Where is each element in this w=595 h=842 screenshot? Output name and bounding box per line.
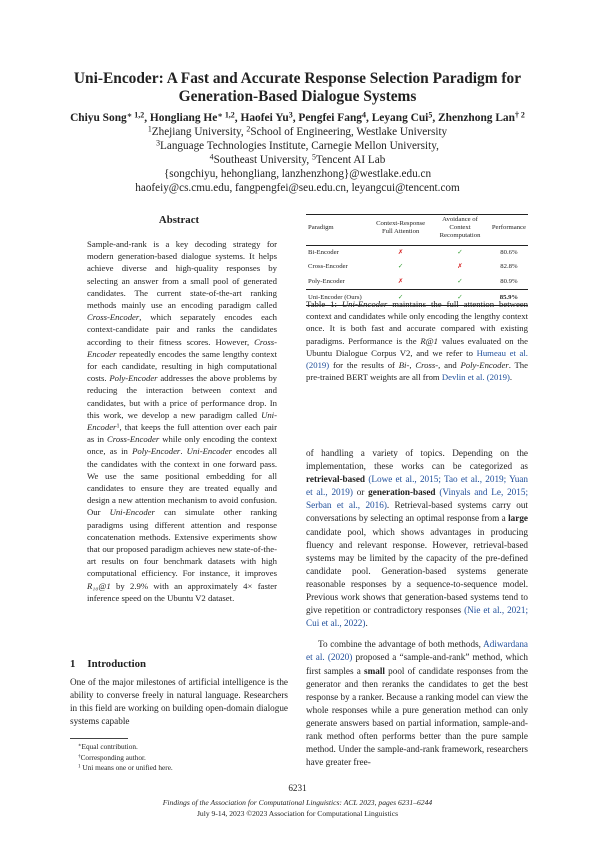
cell-paradigm: Uni-Encoder (Ours) (308, 293, 362, 301)
title-line-2: Generation-Based Dialogue Systems (178, 88, 417, 105)
author-affiliation-mark: 5 (428, 110, 433, 120)
cell-avoid-recomputation: ✓ (457, 277, 463, 285)
abstract-heading: Abstract (158, 214, 200, 226)
author-name: Hongliang He (149, 112, 218, 124)
affiliation-line-1: $^1$Zhejiang University, $^2$School of Engineering, Westlake University (147, 124, 448, 138)
author-affiliation-mark: 3 (288, 110, 293, 120)
author-name: Zhenzhong Lan (438, 112, 515, 124)
copyright-footer: July 9-14, 2023 ©2023 Association for Computational Linguistics (196, 809, 399, 818)
citation-link[interactable]: (Nie et al., 2021; Cui et al., 2022) (306, 605, 528, 629)
introduction-body-continued: of handling a variety of topics. Depending on the implementation, these works can be categorized as retrieval-based (Lowe et al., 2015; Tao et al., 2019; Yuan et al., 2019) or generation-based (Vinyals and Le, 2015; Serban et al., 2016). Retrieval-based systems carry out conversations by selecting an optimal response from a large candidate pool, which shows advantages in producing fluency and relevant response. However, retrieval-based systems may be limited by the capacity of the pre-defined candidate pool. Generation-based systems generate reasonable responses by a sequence-to-sequence model. Previous work shows that generation-based systems tend to give repetition or contradictory responses (Nie et al., 2021; Cui et al., 2022). To combine the advantage of both methods, Adiwardana et al. (2020) proposed a “sample-and-rank” method, which first samples a small pool of candidate responses from the generator and then reranks the candidates to get the best response by a ranker. Because a ranking model can view the whole responses while a pure generation method can only generate answers based on partial information, sample-and-rank method often performs better than the pure sample method. Under the sample-and-rank framework, researchers have greater free- (306, 448, 529, 768)
cell-performance: 85.9% (499, 293, 519, 301)
section-heading-introduction: 1 Introduction (70, 658, 147, 670)
comparison-table (306, 214, 528, 306)
header-performance: Performance (491, 224, 526, 232)
author-affiliation-mark: 4 (362, 110, 366, 120)
paper-title (60, 70, 535, 106)
affiliation-line-3: $^4$Southeast University, $^5$Tencent AI Lab (209, 152, 386, 166)
table-row (306, 260, 528, 275)
citation-link[interactable]: Humeau et al. (2019) (306, 347, 528, 371)
introduction-body: One of the major milestones of artificial intelligence is the ability to converse freely in natural language. Researchers in this field are working on building open-domain dialogue systems capable (70, 677, 288, 727)
header-avoid-recomputation: Avoidance of Context Recomputation (439, 216, 481, 240)
table-row (306, 275, 528, 290)
citation-link[interactable]: (Vinyals and Le, 2015; Serban et al., 2016) (306, 487, 529, 511)
cell-full-attention: ✗ (397, 277, 404, 285)
footnote-2: †Corresponding author. (78, 752, 146, 762)
cell-paradigm: Cross-Encoder (308, 263, 348, 271)
table-header-row (306, 215, 528, 246)
author-affiliation-mark: ∗ 1,2 (126, 110, 145, 120)
citation-link[interactable]: (Lowe et al., 2015; Tao et al., 2019; Yuan et al., 2019) (306, 474, 529, 498)
header-full-attention: Context-Response Full Attention (376, 220, 426, 236)
title-line-1: Uni-Encoder: A Fast and Accurate Response Selection Paradigm for (73, 70, 522, 87)
cell-full-attention: ✓ (397, 293, 404, 301)
cell-full-attention: ✓ (397, 263, 404, 271)
cell-avoid-recomputation: ✓ (457, 248, 463, 256)
abstract-body: Sample-and-rank is a key decoding strategy for modern generation-based dialogue systems. It helps achieve diverse and high-quality responses by selecting an answer from a small pool of generated candidates. The current state-of-the-art ranking methods mainly use an encoding paradigm called Cross-Encoder, which separately encodes each context-candidate pair and ranks the candidates according to their fitness scores. However, Cross-Encoder repeatedly encodes the same lengthy context for each candidate, resulting in high computational costs. Poly-Encoder addresses the above problems by reducing the interaction between context and candidates, but with a price of performance drop. In this work, we develop a new paradigm called Uni-Encoder$^1$, that keeps the full attention over each pair as in Cross-Encoder while only encoding the context once, as in Poly-Encoder. Uni-Encoder encodes all the candidates with the context in one forward pass. We use the same positional embedding for all candidates to ensure they are treated equally and design a new attention mechanism to avoid confusion. Our Uni-Encoder can simulate other ranking paradigms using different attention and response concatenation methods. Extensive experiments show that our proposed paradigm achieves new state-of-the-art results on four benchmark datasets with high computational efficiency. For instance, it improves R₁₀@1 by 2.9% with an approximately 4× faster inference speed on the Ubuntu V2 dataset. (87, 239, 278, 603)
author-emails-2: haofeiy@cs.cmu.edu, fangpengfei@seu.edu.cn, leyangcui@tencent.com (135, 182, 460, 194)
author-affiliation-mark: ∗ 1,2 (217, 110, 235, 120)
cell-performance: 80.6% (500, 248, 518, 256)
citation-link[interactable]: Adiwardana et al. (2020) (306, 639, 528, 663)
table-row (306, 245, 528, 260)
venue-footer: Findings of the Association for Computational Linguistics: ACL 2023, pages 6231–6244 (162, 798, 433, 807)
author-affiliation-mark: † 2 (514, 110, 525, 120)
author-list: Chiyu Song$^{∗ 1,2}$, Hongliang $He^{∗ 1,2}$, Haofei Yu$^3$, Pengfei Fang$^4$, Leyang Cui$^5$, Zhenzhong Lan$^{\dagger 2}$ (70, 110, 525, 124)
cell-avoid-recomputation: ✓ (457, 293, 463, 301)
footnote-rule (70, 738, 128, 739)
footnote-1: ∗Equal contribution. (78, 742, 138, 751)
cell-paradigm: Bi-Encoder (308, 248, 339, 256)
header-paradigm: Paradigm (308, 224, 334, 232)
cell-full-attention: ✗ (397, 248, 404, 256)
author-name: Pengfei Fang (298, 112, 362, 124)
cell-performance: 82.8% (500, 263, 518, 271)
cell-performance: 80.9% (500, 277, 518, 285)
affiliation-line-2: $^3$Language Technologies Institute, Carnegie Mellon University, (156, 138, 439, 152)
author-emails-1: {songchiyu, hehongliang, lanzhenzhong}@westlake.edu.cn (163, 168, 432, 180)
author-name: Leyang Cui (371, 112, 429, 124)
cell-paradigm: Poly-Encoder (308, 277, 345, 285)
footnotes (78, 742, 288, 774)
author-name: Chiyu Song (70, 112, 127, 124)
cell-avoid-recomputation: ✗ (457, 263, 463, 271)
author-name: Haofei Yu (240, 112, 289, 124)
footnote-3: $^1$ Uni means one or unified here. (78, 763, 173, 773)
citation-link[interactable]: Devlin et al. (2019) (441, 372, 510, 383)
table-caption: Table 1: Uni-Encoder maintains the full attention between context and candidates while only encoding the lengthy context once. It is both fast and accurate compared with existing paradigms. Performance is the R@1 values evaluated on the Ubuntu Dialogue Corpus V2, and we refer to Humeau et al. (2019) for the results of Bi-, Cross-, and Poly-Encoder. The pre-trained BERT weights are all from Devlin et al. (2019). (306, 299, 529, 383)
page-number: 6231 (288, 783, 307, 793)
